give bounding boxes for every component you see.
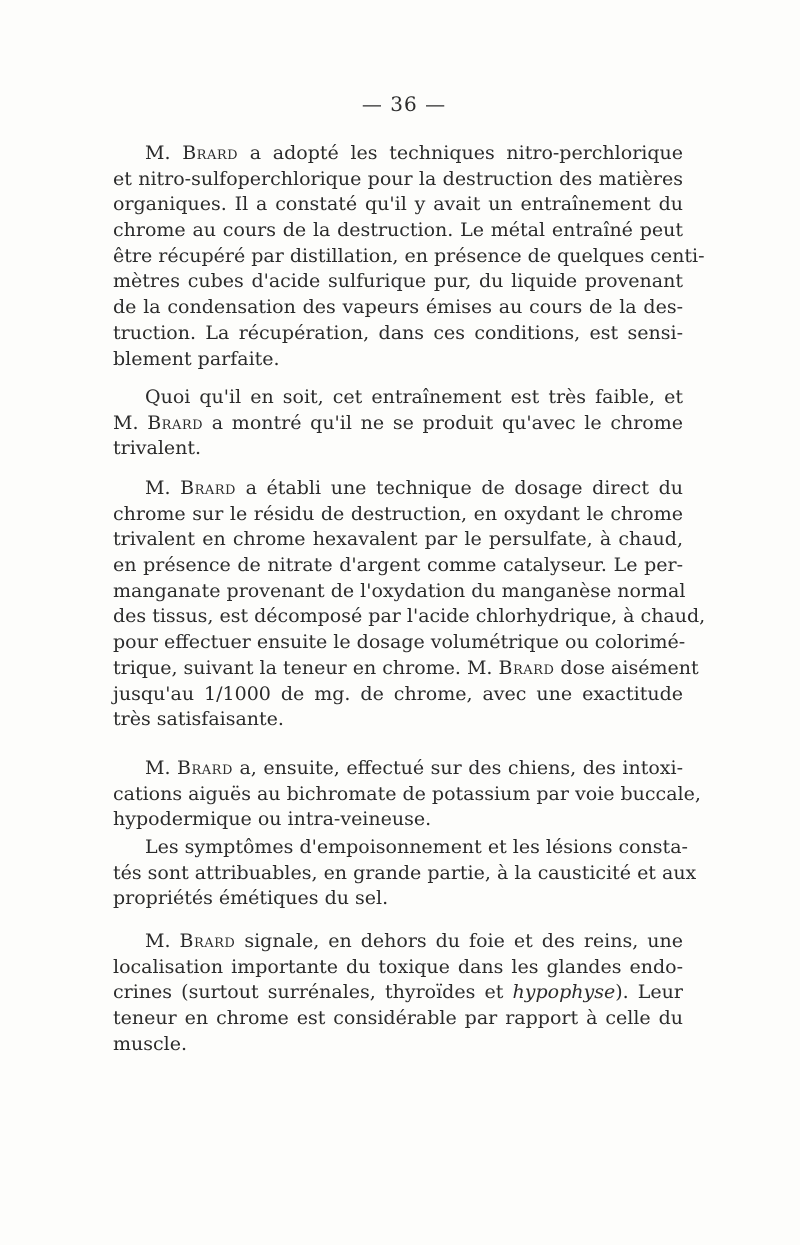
author-name: Brard [177,757,233,779]
author-name: Brard [179,930,236,952]
paragraph-line: hypodermique ou intra-veineuse. [113,808,432,831]
text-run: trique, suivant la teneur en chrome. M. [113,656,499,679]
paragraph-line: chrome au cours de la destruction. Le métal entraîné peut [113,219,683,242]
text-run: M. [145,142,183,164]
paragraph-line [113,411,683,437]
paragraph-line: propriétés émétiques du sel. [113,887,389,910]
text-run: a établi une technique de dosage direct du [235,477,683,499]
paragraph-4 [113,756,701,833]
paragraph-6 [113,929,683,1057]
text-run: M. [145,930,180,952]
paragraph-line [113,756,683,782]
text-run: M. [145,477,181,499]
paragraph-line: localisation importante du toxique dans les glandes endo- [113,955,683,978]
italic-term: hypophyse [512,981,616,1004]
text-run: M. [145,757,178,779]
text-run: a adopté les techniques nitro-perchlorique [238,142,683,164]
paragraph-line: Quoi qu'il en soit, cet entraînement est très faible, et [145,386,683,408]
paragraph-line: jusqu'au 1/1000 de mg. de chrome, avec une exactitude [113,682,683,705]
paragraph-line: Les symptômes d'empoisonnement et les lésions consta- [145,836,688,858]
paragraph-line: organiques. Il a constaté qu'il y avait un entraînement du [113,193,683,216]
text-run: M. [113,411,148,434]
paragraph-line [113,656,699,682]
author-name: Brard [180,477,236,499]
text-run: a montré qu'il ne se produit qu'avec le chrome [203,411,683,434]
text-run: a, ensuite, effectué sur des chiens, des intoxi- [232,757,683,779]
paragraph-line: et nitro-sulfoperchlorique pour la destruction des matières [113,167,683,190]
author-name: Brard [182,142,239,164]
paragraph-line: chrome sur le résidu de destruction, en oxydant le chrome [113,502,683,525]
paragraph-3 [113,476,706,733]
paragraph-1 [113,141,705,372]
paragraph-line [113,141,683,167]
paragraph-line: mètres cubes d'acide sulfurique pur, du liquide provenant [113,270,683,293]
paragraph-line: blement parfaite. [113,347,280,370]
paragraph-line: pour effectuer ensuite le dosage volumétrique ou colorimé- [113,631,686,654]
paragraph-line: teneur en chrome est considérable par rapport à celle du [113,1007,683,1030]
paragraph-line [113,980,683,1006]
paragraph-line: des tissus, est décomposé par l'acide chlorhydrique, à chaud, [113,605,706,628]
paragraph-line: trivalent. [113,437,202,460]
paragraph-line: muscle. [113,1032,188,1055]
author-name: Brard [147,411,204,434]
paragraph-line: tés sont attribuables, en grande partie, à la causticité et aux [113,861,697,884]
text-run: signale, en dehors du foie et des reins, une [235,930,683,952]
page-number: — 36 — [361,92,447,116]
paragraph-line: manganate provenant de l'oxydation du manganèse normal [113,579,686,602]
paragraph-line: cations aiguës au bichromate de potassium par voie buccale, [113,782,701,805]
text-run: crines (surtout surrénales, thyroïdes et [113,981,513,1004]
text-run: dose aisément [554,656,699,679]
paragraph-line: trivalent en chrome hexavalent par le persulfate, à chaud, [113,528,683,551]
paragraph-line: de la condensation des vapeurs émises au cours de la des- [113,296,683,319]
paragraph-line: être récupéré par distillation, en présence de quelques centi- [113,244,705,267]
paragraph-5 [113,835,697,912]
paragraph-line [113,929,683,955]
paragraph-2 [113,385,683,462]
paragraph-line [113,476,683,502]
paragraph-line: très satisfaisante. [113,708,284,731]
author-name: Brard [498,656,555,679]
text-run: ). Leur [615,981,683,1004]
paragraph-line: en présence de nitrate d'argent comme catalyseur. Le per- [113,554,683,577]
paragraph-line: truction. La récupération, dans ces conditions, est sensi- [113,321,683,344]
